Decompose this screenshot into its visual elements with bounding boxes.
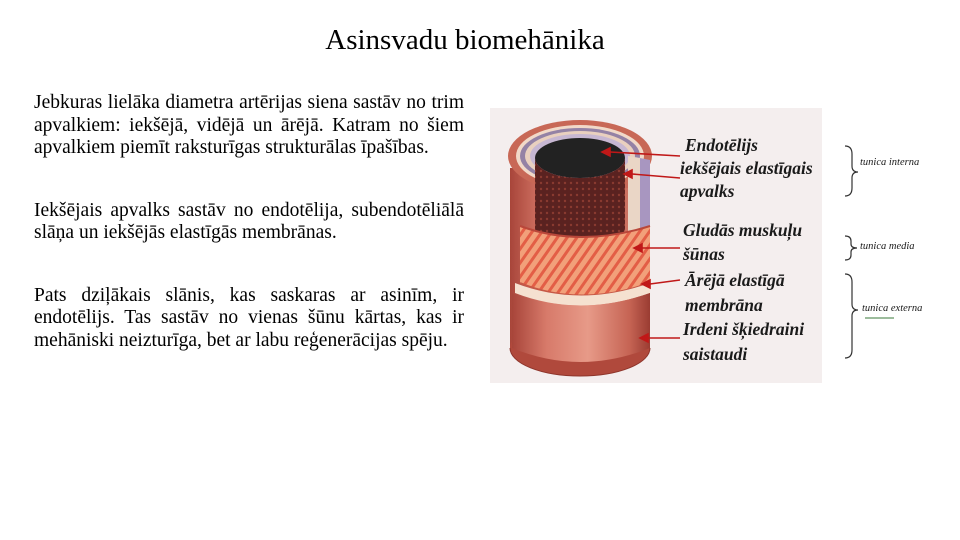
paragraph-inner-layer: Iekšējais apvalks sastāv no endotēlija, subendotēliālā slāņa un iekšējās elastīgās membrānas. xyxy=(34,199,464,243)
text-column xyxy=(34,92,464,392)
label-tunica-externa: tunica externa xyxy=(862,303,923,314)
label-endothelium: Endotēlijs xyxy=(685,135,758,155)
label-smooth-muscle-2: šūnas xyxy=(683,244,725,264)
label-connective-tissue-2: saistaudi xyxy=(683,344,748,364)
label-tunica-interna: tunica interna xyxy=(860,157,920,168)
label-external-elastic-2: membrāna xyxy=(685,295,763,315)
label-connective-tissue-1: Irdeni šķiedraini xyxy=(683,319,805,339)
label-internal-elastic-1: iekšējais elastīgais xyxy=(680,158,813,178)
label-internal-elastic-2: apvalks xyxy=(680,181,735,201)
slide-title: Asinsvadu biomehānika xyxy=(325,24,605,56)
label-smooth-muscle-1: Gludās muskuļu xyxy=(683,220,803,240)
label-tunica-media: tunica media xyxy=(860,241,915,252)
paragraph-intro: Jebkuras lielāka diametra artērijas siena sastāv no trim apvalkiem: iekšējā, vidējā un ārējā. Katram no šiem apvalkiem piemīt raksturīgas strukturālas īpašības. xyxy=(34,92,464,158)
label-external-elastic-1: Ārējā elastīgā xyxy=(685,270,785,290)
paragraph-endothelium: Pats dziļākais slānis, kas saskaras ar asinīm, ir endotēlijs. Tas sastāv no vienas šūnu kārtas, kas ir mehāniski neizturīga, bet ar labu reģenerācijas spēju. xyxy=(34,284,464,351)
artery-wall-figure xyxy=(490,108,960,388)
